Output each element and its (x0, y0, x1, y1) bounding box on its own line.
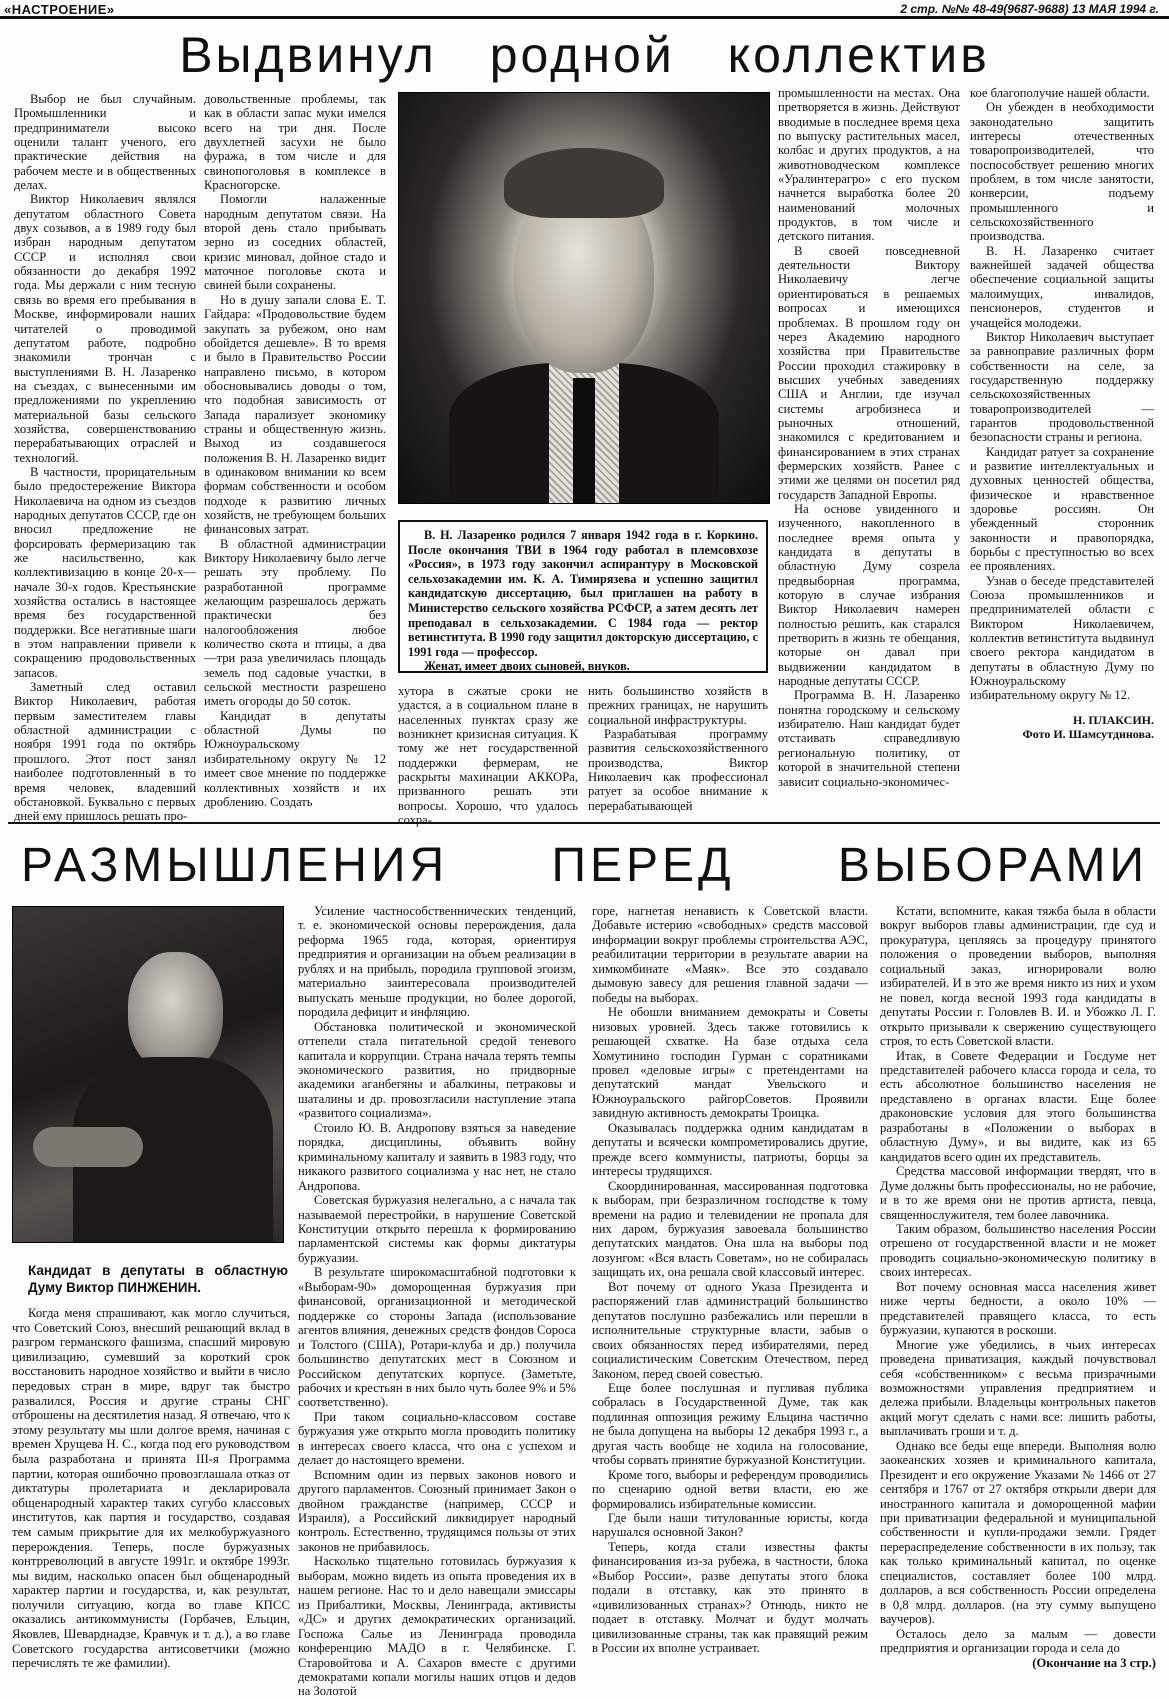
paragraph: Где были наши титулованные юристы, когда нарушался основной Закон? (592, 1511, 868, 1540)
photo-credit: Фото И. Шамсутдинова. (1022, 727, 1154, 742)
paragraph: Стоило Ю. В. Андропову взяться за наведение порядка, дисциплины, объявить войну криминальному капиталу и заявить в 1983 году, что никакого развитого социализма у нас нет, не стало Андропова. (298, 1120, 576, 1193)
article2-column-4 (880, 904, 1156, 1678)
paragraph: Еще более послушная и пугливая публика собралась в Государственной Думе, так как подлинная оппозиция режиму Ельцина частично не была допущена на выборы 12 декабря 1993 г., а другая часть вообще не ходила на голосование, чтобы сорвать принятие буржуазной Конституции. (592, 1380, 868, 1468)
continuation-note: (Окончание на 3 стр.) (1032, 1655, 1156, 1670)
article2-headline: РАЗМЫШЛЕНИЯ ПЕРЕД ВЫБОРАМИ (21, 839, 1148, 892)
paragraph: В частности, прорицательным было предостережение Виктора Николаевича на одном из съездов народных депутатов СССР, где он вносил предложение не форсировать фермеризацию так же насильственно, как коллективизацию в конце 20-х—начале 30-х годов. Крестьянские хозяйства остались в настоящее время без государственной поддержки. Все негативные шаги в этом направлении привели к сокращению продовольственных запасов. (14, 464, 196, 680)
paragraph: хутора в сжатые сроки не удастся, а в социальном плане в населенных пунктах сразу же возникнет кризисная ситуация. К тому же нет государственной поддержки фермерам, не раскрыты махинации АККОРа, призванного решать эти вопросы. Хорошо, что удалось сохра- (398, 684, 578, 828)
photo-hair (504, 148, 664, 218)
paragraph: Узнав о беседе представителей Союза промышленников и предпринимателей области с Виктором Николаевичем, коллектив ветинститута выдвинул своего ректора кандидатом в депутаты в областную Думу по Южноуральскому избирательному округу № 12. (970, 573, 1154, 703)
paragraph: Кандидат ратует за сохранение и развитие интеллектуальных и духовных ценностей общества, физическое и нравственное здоровье россиян. Он убежденный сторонник законности и правопорядка, борьбы с преступностью во всех ее проявлениях. (970, 444, 1154, 574)
paragraph: Разрабатывая программу развития сельскохозяйственного производства, Виктор Николаевич как профессионал ратует за особое внимание к перерабатывающей (588, 727, 768, 813)
paragraph: В результате широкомасштабной подготовки к «Выборам-90» доморощенная буржуазия при финансовой, организационной и методической поддержке со стороны Запада (использование агентов влияния, денежных средств фондов Сороса и Толстого (США), Ротари-клуба и др.) получила большинство депутатских мест в Союзном и Российском депутатских корпусе. (Заметьте, рабочих и крестьян в них было чуть более 9% и 5% соответственно). (298, 1265, 576, 1410)
paragraph: Средства массовой информации твердят, что в Думе должны быть профессионалы, но не рабочие, и в то же время они не против артиста, певца, священнослужителя, тем более лавочника. (880, 1164, 1156, 1222)
biography-text: В. Н. Лазаренко родился 7 января 1942 года в г. Коркино. После окончания ТВИ в 1964 году работал в племсовхозе «Россия», в 1973 году закончил аспирантуру в Московской сельхозакадемии им. К. А. Тимирязева и успешно защитил кандидатскую диссертацию, был приглашен на работу в Министерство сельского хозяйства РСФСР, а затем десять лет преподавал в сельхозакадемии. С 1984 года — ректор ветинститута. В 1990 году защитил докторскую диссертацию, с 1991 года — профессор. (408, 528, 758, 659)
paragraph: В областной администрации Виктору Николаевичу было легче решать эту проблему. По разработанной программе желающим разрешалось держать практически без налогообложения любое количество скота и птицы, а два—три раза увеличилась площадь земель под садовые участки, в сельской местности разрешено иметь огороды до 50 соток. (204, 536, 386, 709)
paragraph: Программа В. Н. Лазаренко понятна городскому и сельскому избирателю. Наш кандидат будет отстаивать справедливую региональную политику, от которой в значительной степени зависит социально-экономичес- (778, 688, 960, 789)
paragraph: кое благополучие нашей области. (970, 86, 1150, 100)
masthead-rule (0, 16, 1169, 19)
issue-info: 2 стр. №№ 48-49(9687-9688) 13 МАЯ 1994 г. (900, 2, 1159, 16)
article1-column-2 (204, 92, 386, 810)
article1-headline: Выдвинул родной коллектив (179, 27, 990, 83)
paragraph: Вспомним один из первых законов нового и другого парламентов. Союзный принимает Закон о двойном гражданстве (например, СССР и Израиля), а Российский ликвидирует народный контроль. Естественно, трудящимся пользы от этих законов не прибавилось. (298, 1467, 576, 1554)
paragraph: Заметный след оставил Виктор Николаевич, работая первым заместителем главы областной администрации с ноября 1991 года по октябрь прошлого. Этот пост занял наиболее подготовленный в то время человек, владевший обстановкой. Буквально с первых дней ему пришлось решать про- (14, 680, 196, 824)
photo-face (128, 952, 223, 1072)
paragraph: При таком социально-классовом составе буржуазия уже открыто могла проводить политику в интересах своего класса, что она с успехом и делает до настоящего времени. (298, 1409, 576, 1468)
photo-tie (573, 378, 595, 503)
paragraph: промышленности на местах. Она претворяется в жизнь. Действуют вводимые в последнее время цеха по выпуску растительных масел, колбас и других продуктов, а на животноводческом комплексе «Уралинтерагро» с его пуском начнется выработка более 20 наименований молочных продуктов, в том числе и детского питания. (778, 86, 960, 244)
section-name: «НАСТРОЕНИЕ» (4, 2, 115, 17)
article2-column-1 (12, 1306, 290, 1678)
paragraph: Кстати, вспомните, какая тяжба была в области вокруг выборов главы администрации, где суд и прокуратура, цепляясь за процедуру принятого положения о проведении выборов, выполняя социальный заказ, игнорировали волю избирателей. И в это же время никто из них и ухом не повел, когда весной 1993 года кандидаты в депутаты России г. Головлев В. И. и Убожко Л. Г. открыто призывали к свержению существующего строя, то есть Советской власти. (880, 904, 1156, 1049)
paragraph: В своей повседневной деятельности Виктору Николаевичу легче ориентироваться в решаемых вопросах и имеющихся проблемах. В прошлом году он через Академию народного хозяйства при Правительстве России проходил стажировку в высших учебных заведениях США и Англии, где изучал системы агробизнеса и рыночных отношений, знакомился с кредитованием и финансированием в этих странах фермерских хозяйств. Ранее с этими же целями он посетил ряд государств Западной Европы. (778, 243, 960, 502)
paragraph: Насколько тщательно готовилась буржуазия к выборам, можно видеть из опыта проведения их в нашем регионе. Нас то и дело навещали эмиссары из Прибалтики, Москвы, Ленинграда, активисты «ДС» и других демократических организаций. Госпожа Салье из Ленинграда проводила конференцию МАДО в г. Челябинске. Г. Старовойтова и А. Сахаров вместе с другими демократами копали могилы наших отцов и дедов на Золотой (298, 1554, 576, 1699)
paragraph: Осталось дело за малым — довести предприятия и организации города и села до (880, 1626, 1156, 1656)
paragraph: Однако все беды еще впереди. Выполняя волю заокеанских хозяев и криминального капитала, Президент и его окружение Указами № 1466 от 27 сентября и 1767 от 27 октября открыли двери для иностранного капитала и доморощенной мафии при приватизации федеральной и муниципальной собственности и купли-продажи земли. Грядет перераспределение собственности в их пользу, так как только криминальный капитал, по оценке специалистов, составляет более 100 млрд. долларов, а вся собственность России определена в 0,8 млрд. долларов. (на эту сумму выпущено ваучеров). (880, 1438, 1156, 1627)
paragraph: Теперь, когда стали известны факты финансирования из-за рубежа, в частности, блока «Выбор России», разве депутаты этого блока подали в отставку, как это принято в «цивилизованных странах»? Отнюдь, никто не подает в отставку. Молчат и будут молчать цивилизованные страны, так как правящий режим в России их вполне устраивает. (592, 1539, 868, 1656)
paragraph: Кроме того, выборы и референдум проводились по сценарию одной ветви власти, ею же формировались избирательные комиссии. (592, 1467, 868, 1511)
paragraph: В. Н. Лазаренко считает важнейшей задачей общества обеспечение социальной защиты малоимущих, инвалидов, пенсионеров, студентов и учащейся молодежи. (970, 243, 1154, 330)
paragraph: горе, нагнетая ненависть к Советской власти. Добавьте истерию «свободных» средств массовой информации вокруг проблемы строительства АЭС, реабилитации территории в результате аварии на химкомбинате «Маяк». Все это создавало дымовую завесу для решения главной задачи — победы на выборах. (592, 904, 868, 1005)
paragraph: Виктор Николаевич выступает за равноправие различных форм собственности на селе, за государственную поддержку сельскохозяйственных товаропроизводителей — гарантов продовольственной безопасности страны и региона. (970, 329, 1154, 445)
paragraph: Кандидат в депутаты областной Думы по Южноуральскому избирательному округу № 12 имеет свое мнение по поддержке коллективных хозяйств и их дроблению. Создать (204, 708, 386, 809)
article1-column-4 (778, 86, 960, 810)
paragraph: Вот почему от одного Указа Президента и распоряжений глав администраций большинство депутатов послушно разбежались или перешли в исполнительные структурные власти, забыв о своих обязанностях перед избирателями, перед социалистическим Советским Отечеством, перед Законом, перед своей совестью. (592, 1279, 868, 1381)
paragraph: Вот почему основная масса населения живет ниже черты бедности, а около 10% — представителей правящего класса, то есть буржуазии, купаются в роскоши. (880, 1279, 1156, 1338)
paragraph: Выбор не был случайным. Промышленники и предприниматели высоко оценили талант ученого, его практические действия на рабочем месте и в общественных делах. (14, 92, 196, 193)
paragraph: довольственные проблемы, так как в области запас муки имелся всего на три дня. После двухлетней засухи не было фуража, в том числе и для свинопоголовья в комплексе в Красногорске. (204, 92, 386, 193)
paragraph: Многие уже убедились, в чьих интересах проведена приватизация, каждый почувствовал себя «собственником» с весьма призрачными возможностями управления предприятием и дележа прибыли. Владельцы контрольных пакетов акций могут сделать с нами все: лишить работы, выплачивать гроши и т. д. (880, 1337, 1156, 1439)
paragraph: Обстановка политической и экономической оттепели стала питательной средой теневого капитала и коррупции. Страна начала терять темпы экономического развития, но придворные академики аганбегяны и абалкины, петраковы и шаталины и др. провозгласили наступление этапа «развитого социализма». (298, 1019, 576, 1121)
article1-column-3a (398, 684, 578, 828)
paragraph: Но в душу запали слова Е. Т. Гайдара: «Продовольствие будем закупать за рубежом, оно нам обойдется дешевле». В то время и было в Правительство России направлено письмо, в котором обосновывались доводы о том, что подобная зависимость от Запада парализует экономику страны и общественную жизнь. Выход из создавшегося положения В. Н. Лазаренко видит в одинаковом внимании ко всем формам собственности и особом подходе к развитию личных хозяйств, не требующем больших финансовых затрат. (204, 292, 386, 537)
paragraph: Усиление частнособственнических тенденций, т. е. экономической основы перерождения, дала реформа 1965 года, которая, ориентируя предприятия и организации на объем реализации в рублях и на прибыль, породила групповой эгоизм, материально заинтересовала производителей выпускать меньше продукции, но более дорогой, породила дефицит и инфляцию. (298, 904, 576, 1020)
paragraph: нить большинство хозяйств в прежних границах, не нарушить социальной инфраструктуры. (588, 684, 768, 727)
paragraph: Он убежден в необходимости законодательно защитить интересы отечественных товаропроизводителей, что поспособствует решению многих проблем, в том числе занятости, конверсии, подъему промышленного и сельскохозяйственного производства. (970, 100, 1154, 244)
paragraph: Итак, в Совете Федерации и Госдуме нет представителей рабочего класса города и села, то есть абсолютное большинство населения не представлено в органах власти. Еще более драконовские условия для этого большинства разработаны в «Положении о выборах в областную Думу», и вы видите, как из 65 кандидатов всего один их представитель. (880, 1048, 1156, 1164)
article1-column-5 (970, 86, 1154, 810)
author-signature: Н. ПЛАКСИН. (1072, 712, 1154, 727)
paragraph: Скоординированная, массированная подготовка к выборам, при безразличном господстве к тому времени на радио и телевидении не пропала для них даром, буржуазия завоевала большинство депутатских мандатов. Она шла на выборы под лозунгом: «Вся власть Советам», но не собиралась защищать их, она решала свой классовый интерес. (592, 1178, 868, 1280)
paragraph: Таким образом, большинство населения России отрешено от государственной власти и не может проводить социально-экономическую политику в своих интересах. (880, 1221, 1156, 1280)
article2-column-3 (592, 904, 868, 1678)
paragraph: На основе увиденного и изученного, накопленного в последнее время опыта у кандидата в депутаты в областную Думу созрела предвыборная программа, которую в случае избрания Виктор Николаевич намерен полностью решить, как старался претворить в жизнь те обещания, которые он давал при выдвижении кандидатом в народные депутаты СССР. (778, 501, 960, 689)
paragraph: Когда меня спрашивают, как могло случиться, что Советский Союз, внесший решающий вклад в разгром германского фашизма, спасший мировую цивилизацию, сумевший за короткий срок восстановить народное хозяйство и выйти в число передовых стран в мире, вдруг так быстро развалился, Россия и другие страны СНГ отброшены на десятилетия назад. Я отвечаю, что к этому результату мы шли долгое время, начиная с времен Хрущева Н. С., когда под его руководством была разработана и принята III-я Программа партии, которая ошибочно провозглашала отказ от диктатуры пролетариата и декларировала общенародный характер таких сугубо классовых институтов, как партия и государство, создавая тем самым прикрытие для их мелкобуржуазного перерождения. Теперь, после буржуазных контрреволюций в августе 1991г. и октябре 1993г. мы видим, насколько опасен был общенародный характер партии и государства, и, как результат, получили ситуацию, когда во главе КПСС оказались антикоммунисты (Горбачев, Ельцин, Яковлев, Шеварднадзе, Кравчук и т. д.), а во главе Советского государства антисоветчики (можно перечислять те же фамилии). (12, 1306, 290, 1671)
biography-family: Женат, имеет двоих сыновей, внуков. (424, 659, 630, 674)
biography-box (398, 520, 768, 673)
article1-column-1 (14, 92, 196, 824)
paragraph: Не обошли вниманием демократы и Советы низовых уровней. Здесь также готовились к решающей схватке. На базе отдыха села Хомутинино господин Гурман с соратниками провел «деловые игры» с претендентами на депутатский мандат Увельского и Южноуральского райгорСоветов. Проявили завидную активность демократы Троицка. (592, 1005, 868, 1121)
photo-caption: Кандидат в депутаты в областную Думу Виктор ПИНЖЕНИН. (28, 1263, 288, 1295)
photo-hand (33, 1127, 143, 1167)
paragraph: Помогли налаженные народным депутатом связи. На второй день стало прибывать зерно из соседних областей, кризис миновал, дойное стадо и маточное поголовье скота и свиней были сохранены. (204, 192, 386, 293)
article1-column-3b (588, 684, 768, 813)
paragraph: Виктор Николаевич являлся депутатом областного Совета двух созывов, а в 1989 году был избран народным депутатом СССР и исполнял свои обязанности до декабря 1992 года. Мы держали с ним тесную связь во время его пребывания в Москве, информировали наших читателей о проводимой депутатом работе, подробно знакомили трончан с выступлениями В. Н. Лазаренко на съездах, с вынесенными им предложениями по укреплению материальной базы сельского хозяйства, совершенствованию перерабатывающих отраслей и технологий. (14, 192, 196, 465)
paragraph: Советская буржуазия нелегально, а с начала так называемой перестройки, в нарушение Советской Конституции открыто перешла к формированию парламентской системы как формы диктатуры буржуазии. (298, 1193, 576, 1265)
paragraph: Оказывалась поддержка одним кандидатам в депутаты и всячески компрометировались другие, прежде всего коммунисты, патриоты, борцы за интересы трудящихся. (592, 1120, 868, 1179)
candidate-photo-pinzhenin (12, 906, 284, 1243)
article2-column-2 (298, 904, 576, 1699)
article-divider (8, 822, 1160, 824)
portrait-photo-lazarenko (398, 92, 770, 504)
